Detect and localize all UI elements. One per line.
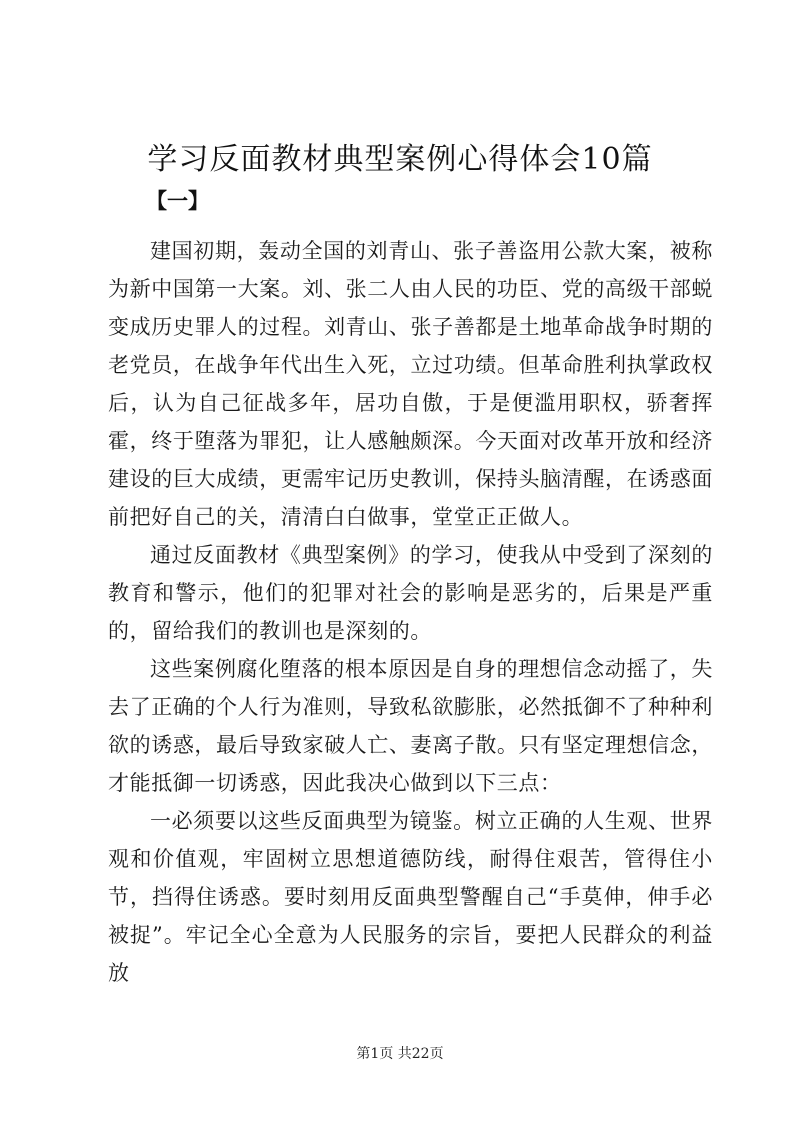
page-footer: 第1页 共22页	[356, 1046, 444, 1062]
section-heading: 【一】	[146, 188, 209, 213]
paragraph: 这些案例腐化堕落的根本原因是自身的理想信念动摇了，失去了正确的个人行为准则，导致私欲膨胀，必然抵御不了种种利欲的诱惑，最后导致家破人亡、妻离子散。只有坚定理想信念，才能抵御一切诱惑，因此我决心做到以下三点：	[108, 657, 713, 795]
paragraph: 通过反面教材《典型案例》的学习，使我从中受到了深刻的教育和警示，他们的犯罪对社会的影响是恶劣的，后果是严重的，留给我们的教训也是深刻的。	[108, 543, 713, 643]
paragraph: 一必须要以这些反面典型为镜鉴。树立正确的人生观、世界观和价值观，牢固树立思想道德防线，耐得住艰苦，管得住小节，挡得住诱惑。要时刻用反面典型警醒自己“手莫伸，伸手必被捉”。牢记全心全意为人民服务的宗旨，要把人民群众的利益放	[108, 809, 713, 985]
document-body	[108, 232, 713, 992]
paragraph: 建国初期，轰动全国的刘青山、张子善盗用公款大案，被称为新中国第一大案。刘、张二人由人民的功臣、党的高级干部蜕变成历史罪人的过程。刘青山、张子善都是土地革命战争时期的老党员，在战争年代出生入死，立过功绩。但革命胜利执掌政权后，认为自己征战多年，居功自傲，于是便滥用职权，骄奢挥霍，终于堕落为罪犯，让人感触颇深。今天面对改革开放和经济建设的巨大成绩，更需牢记历史教训，保持头脑清醒，在诱惑面前把好自己的关，清清白白做事，堂堂正正做人。	[108, 239, 713, 529]
document-title: 学习反面教材典型案例心得体会10篇	[147, 142, 653, 177]
